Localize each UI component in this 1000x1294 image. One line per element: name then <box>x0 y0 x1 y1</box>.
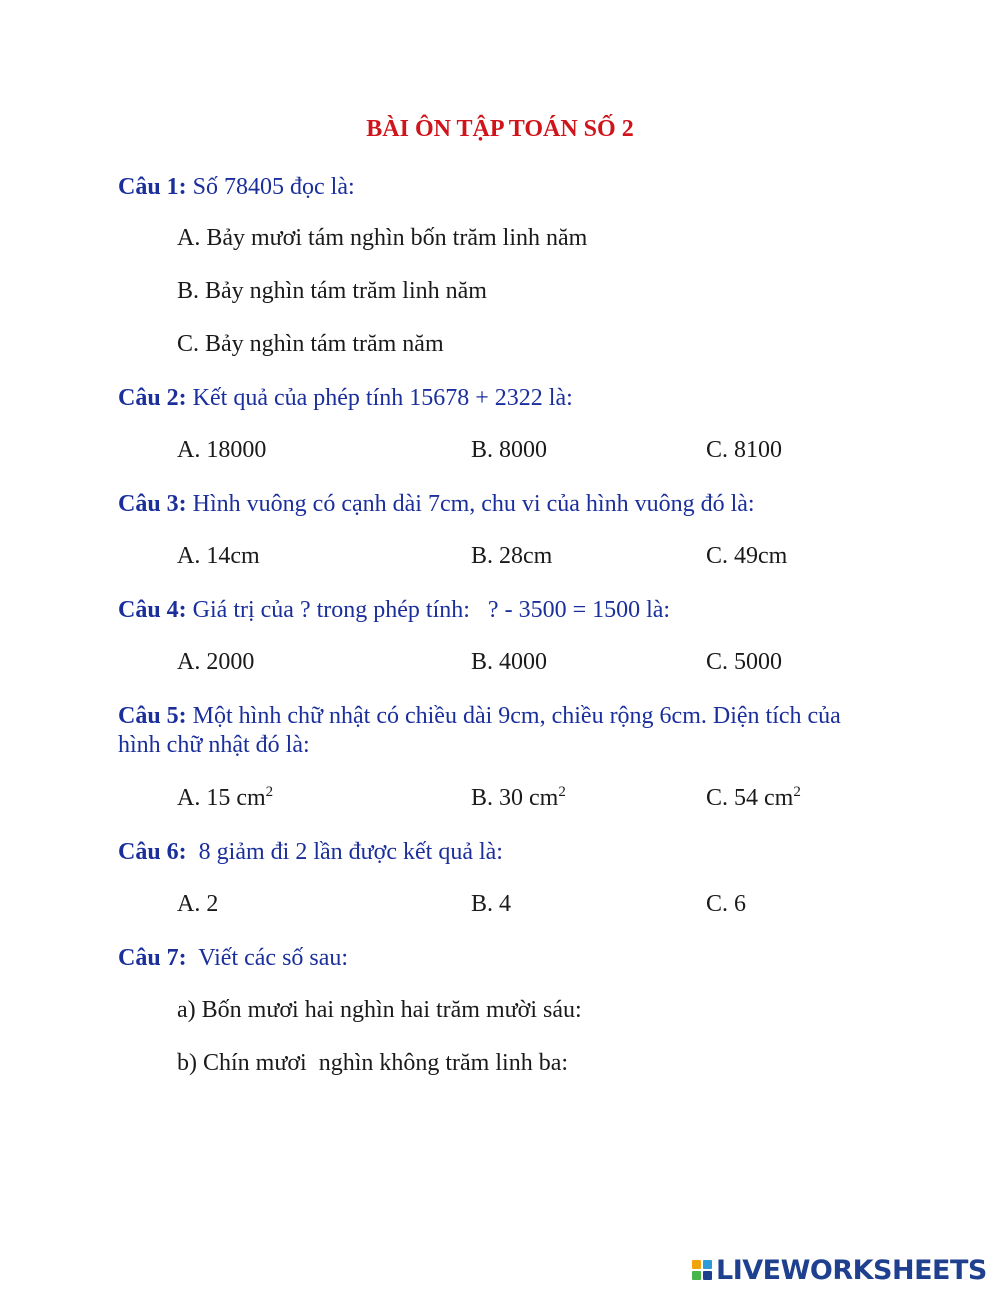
q4-option-a: A. 2000 <box>177 649 255 675</box>
question-4 <box>118 596 878 625</box>
q4-option-b: B. 4000 <box>471 649 548 675</box>
q5-option-a <box>177 785 273 812</box>
liveworksheets-logo <box>692 1253 987 1287</box>
worksheet-title: BÀI ÔN TẬP TOÁN SỐ 2 <box>366 116 634 142</box>
question-text: Một hình chữ nhật có chiều dài 9cm, chiều rộng 6cm. Diện tích của hình chữ nhật đó là: <box>118 703 841 758</box>
question-label: Câu 2: <box>118 385 187 411</box>
question-3 <box>118 490 878 519</box>
q6-option-c: C. 6 <box>706 891 747 917</box>
question-6 <box>118 838 878 867</box>
q2-option-b: B. 8000 <box>471 437 548 463</box>
logo-text: LIVEWORKSHEETS <box>716 1254 987 1286</box>
question-text: Số 78405 đọc là: <box>186 174 355 200</box>
q7-item-a: a) Bốn mươi hai nghìn hai trăm mười sáu: <box>177 997 582 1023</box>
q4-option-c: C. 5000 <box>706 649 783 675</box>
question-label: Câu 4: <box>118 597 187 623</box>
question-text: Giá trị của ? trong phép tính: ? - 3500 = 1500 là: <box>186 597 671 623</box>
question-label: Câu 5: <box>118 703 187 729</box>
exponent: 2 <box>558 784 566 800</box>
q1-option-c: C. Bảy nghìn tám trăm năm <box>177 331 444 357</box>
question-5 <box>118 702 878 760</box>
q6-option-b: B. 4 <box>471 891 512 917</box>
question-text: Hình vuông có cạnh dài 7cm, chu vi của hình vuông đó là: <box>186 491 755 517</box>
question-7 <box>118 944 878 973</box>
question-2 <box>118 384 878 413</box>
question-1 <box>118 173 878 202</box>
q3-option-b: B. 28cm <box>471 543 553 569</box>
q1-option-a: A. Bảy mươi tám nghìn bốn trăm linh năm <box>177 225 588 251</box>
question-text: 8 giảm đi 2 lần được kết quả là: <box>186 839 503 865</box>
liveworksheets-logo-icon <box>692 1260 712 1280</box>
question-label: Câu 3: <box>118 491 187 517</box>
exponent: 2 <box>793 784 801 800</box>
exponent: 2 <box>265 784 274 800</box>
q3-option-c: C. 49cm <box>706 543 788 569</box>
q2-option-c: C. 8100 <box>706 437 783 463</box>
q6-option-a: A. 2 <box>177 891 219 917</box>
question-text: Viết các số sau: <box>186 945 349 971</box>
question-text: Kết quả của phép tính 15678 + 2322 là: <box>186 385 573 411</box>
q5-option-c <box>706 785 801 812</box>
option-text: C. 54 cm <box>706 785 794 811</box>
q2-option-a: A. 18000 <box>177 437 267 463</box>
option-text: A. 15 cm <box>177 785 266 811</box>
q1-option-b: B. Bảy nghìn tám trăm linh năm <box>177 278 487 304</box>
question-label: Câu 1: <box>118 174 187 200</box>
q5-option-b <box>471 785 566 812</box>
option-text: B. 30 cm <box>471 785 559 811</box>
question-label: Câu 7: <box>118 945 187 971</box>
q3-option-a: A. 14cm <box>177 543 260 569</box>
q7-item-b: b) Chín mươi nghìn không trăm linh ba: <box>177 1050 569 1076</box>
question-label: Câu 6: <box>118 839 187 865</box>
